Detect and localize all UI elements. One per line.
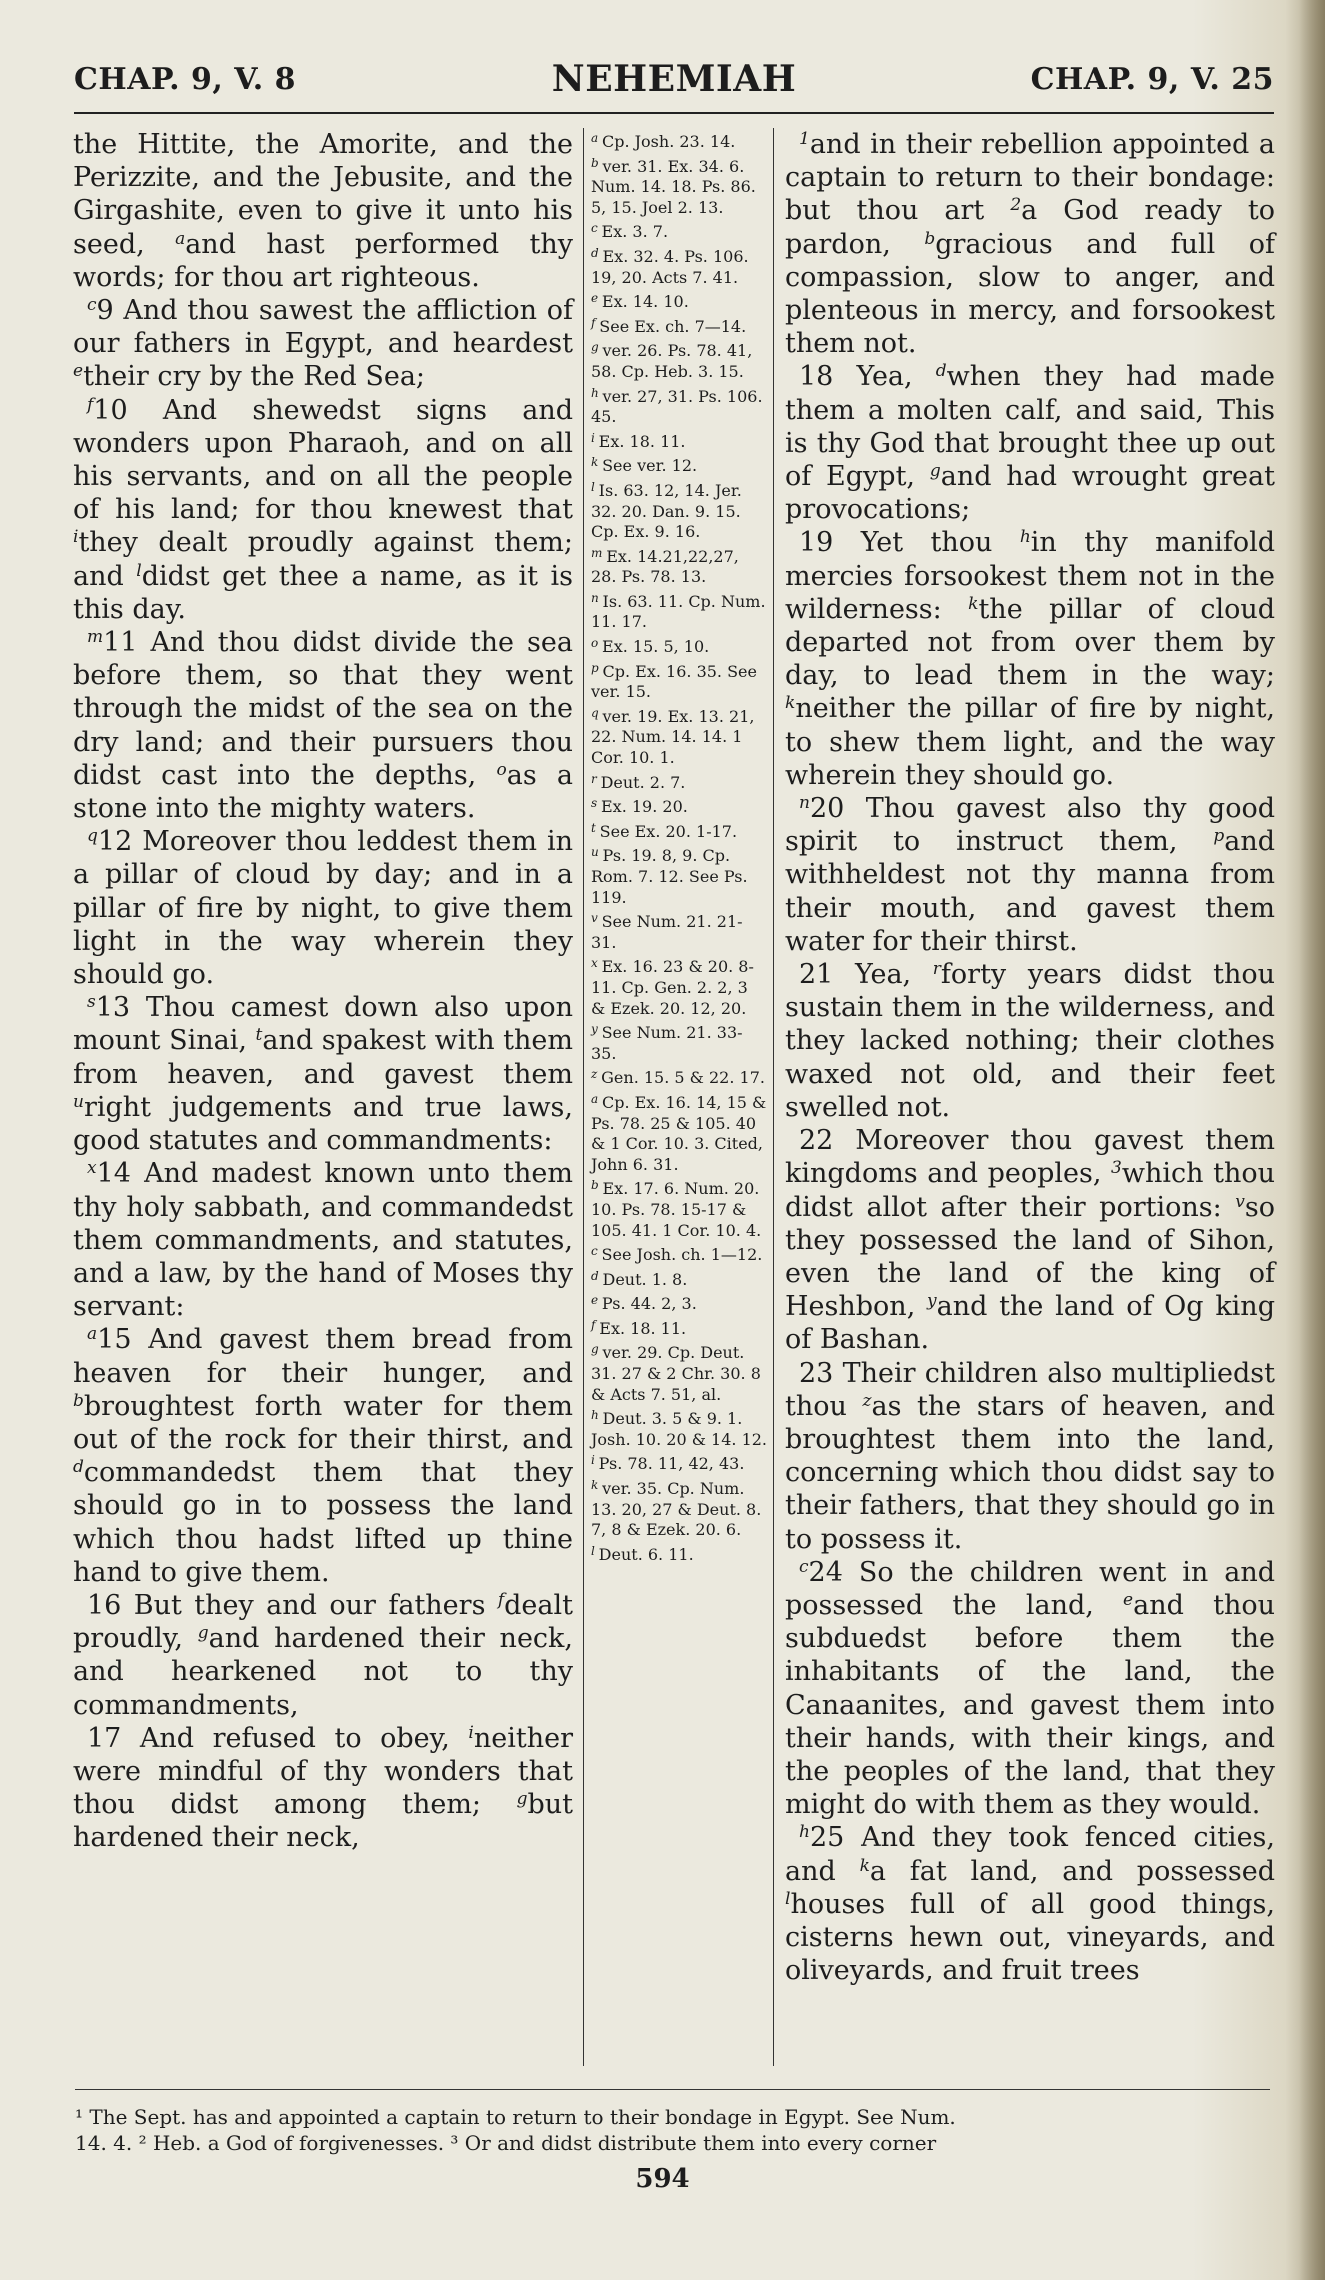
column-divider-left [583, 128, 584, 2066]
reference-letter: h [591, 1408, 603, 1423]
footnote-line-2: 14. 4. ² Heb. a God of forgivenesses. ³ Or and didst distribute them into every corner [75, 2131, 937, 2155]
reference-text: ver. 27, 31. Ps. 106. 45. [591, 386, 763, 427]
reference-marker: l [785, 1888, 791, 1909]
verse-paragraph [73, 825, 573, 991]
reference-letter: l [591, 479, 599, 494]
verse-paragraph [73, 626, 573, 825]
cross-reference [591, 1541, 767, 1566]
reference-marker: g [197, 1623, 209, 1644]
verse-text: they dealt proudly against them; and [73, 527, 573, 592]
cross-reference [591, 1475, 767, 1541]
verse-paragraph [73, 128, 573, 294]
reference-letter: p [591, 660, 603, 675]
verse-text: a God ready to pardon, [785, 195, 1276, 260]
reference-marker: k [785, 693, 796, 714]
reference-marker: i [468, 1722, 474, 1743]
reference-letter: l [591, 1543, 599, 1558]
reference-marker: d [73, 1457, 84, 1478]
reference-letter: y [591, 1022, 602, 1037]
verse-text: 19 Yet thou [799, 527, 1020, 559]
reference-text: Ex. 18. 11. [598, 431, 686, 451]
reference-marker: 3 [1111, 1158, 1122, 1179]
reference-letter: r [591, 771, 601, 786]
header-rule [74, 112, 1274, 114]
cross-reference [591, 452, 767, 477]
verse-text: 15 And gavest them bread from heaven for their hunger, and [73, 1324, 573, 1389]
verse-text: as the stars of heaven, and broughtest them into the land, concerning which thou didst say to their fathers, that they should go in to possess it. [785, 1390, 1276, 1555]
left-text-column [73, 128, 573, 1855]
reference-text: Ps. 78. 11, 42, 43. [598, 1454, 745, 1474]
cross-reference [591, 313, 767, 338]
verse-text: the Hittite, the Amorite, and the Perizzite, and the Jebusite, and the Girgashite, even to give it unto his seed, [73, 129, 573, 260]
reference-letter: x [591, 956, 602, 971]
reference-letter: a [591, 1091, 602, 1106]
verse-text: didst get thee a name, as it is this day. [73, 560, 573, 625]
reference-marker: c [87, 295, 97, 316]
reference-text: ver. 35. Cp. Num. 13. 20, 27 & Deut. 8. 7, 8 & Ezek. 20. 6. [591, 1479, 762, 1540]
reference-marker: 1 [799, 129, 810, 149]
cross-reference [591, 337, 767, 382]
reference-letter: h [591, 385, 603, 400]
reference-text: Ex. 14. 10. [601, 292, 689, 312]
reference-marker: s [87, 992, 96, 1013]
cross-reference [591, 793, 767, 818]
verse-text: which thou didst allot after their portions: [785, 1158, 1275, 1223]
reference-text: Ex. 14.21,22,27, 28. Ps. 78. 13. [591, 546, 739, 587]
reference-marker: z [862, 1390, 872, 1411]
verse-paragraph [785, 526, 1275, 792]
book-title: NEHEMIAH [551, 58, 797, 100]
reference-marker: c [799, 1556, 809, 1577]
reference-text: Deut. 6. 11. [598, 1544, 694, 1564]
reference-letter: m [591, 545, 607, 560]
verse-paragraph [73, 1589, 573, 1722]
chapter-verse-left: CHAP. 9, V. 8 [74, 62, 297, 97]
reference-letter: g [591, 1342, 603, 1357]
reference-marker: k [859, 1855, 870, 1876]
verse-text: when they had made them a molten calf, and said, This is thy God that brought thee up out of Egypt, [785, 361, 1275, 493]
reference-text: Ps. 44. 2, 3. [601, 1294, 697, 1314]
reference-letter: e [591, 1293, 602, 1308]
verse-text: and had wrought great provocations; [785, 461, 1275, 526]
reference-marker: g [929, 461, 941, 482]
reference-marker: o [496, 759, 507, 780]
reference-text: Ps. 19. 8, 9. Cp. Rom. 7. 12. See Ps. 119. [591, 846, 748, 907]
reference-text: ver. 26. Ps. 78. 41, 58. Cp. Heb. 3. 15. [591, 341, 753, 381]
cross-reference [591, 908, 767, 953]
reference-letter: e [591, 291, 602, 306]
reference-letter: d [591, 1268, 603, 1283]
column-divider-right [773, 128, 774, 2066]
cross-reference [591, 218, 767, 243]
cross-reference [591, 477, 767, 543]
reference-text: ver. 31. Ex. 34. 6. Num. 14. 18. Ps. 86. 5, 15. Joel 2. 13. [591, 156, 756, 217]
reference-letter: f [591, 1317, 600, 1332]
reference-letter: c [591, 221, 602, 236]
cross-reference [591, 588, 767, 633]
cross-reference [591, 953, 767, 1019]
reference-marker: f [497, 1589, 505, 1610]
verse-text: neither were mindful of thy wonders that thou didst among them; [73, 1722, 573, 1821]
verse-paragraph [785, 128, 1275, 360]
reference-text: See ver. 12. [602, 456, 698, 476]
verse-text: 18 Yea, [799, 361, 936, 393]
book-spine-shadow [1299, 0, 1325, 2280]
reference-text: ver. 19. Ex. 13. 21, 22. Num. 14. 14. 1 Cor. 10. 1. [591, 706, 755, 768]
reference-letter: g [591, 340, 603, 355]
verse-text: 21 Yea, [799, 959, 933, 991]
verse-text: 13 Thou camest down also upon mount Sinai, [73, 992, 573, 1057]
running-header [74, 58, 1274, 120]
reference-text: Cp. Ex. 16. 35. See ver. 15. [591, 661, 757, 702]
reference-marker: m [87, 627, 104, 648]
verse-paragraph [73, 394, 573, 626]
reference-marker: h [799, 1822, 810, 1843]
reference-letter: c [591, 1244, 602, 1259]
cross-reference-column [591, 128, 767, 1565]
right-text-column [785, 128, 1275, 1987]
cross-reference [591, 243, 767, 288]
reference-marker: e [1123, 1589, 1134, 1610]
reference-marker: a [175, 228, 186, 249]
reference-text: Ex. 3. 7. [601, 222, 669, 242]
reference-marker: f [87, 394, 94, 415]
verse-text: and withheldest not thy manna from their mouth, and gavest them water for their thirst. [785, 826, 1275, 957]
reference-text: Ex. 16. 23 & 20. 8-11. Cp. Gen. 2. 2, 3 & Ezek. 20. 12, 20. [591, 957, 754, 1018]
verse-paragraph [785, 958, 1275, 1124]
verse-text: dealt proudly, [73, 1589, 573, 1655]
reference-marker: u [73, 1091, 84, 1112]
cross-reference [591, 1405, 767, 1450]
reference-text: Ex. 15. 5, 10. [602, 637, 710, 657]
verse-paragraph [785, 792, 1275, 958]
verse-text: right judgements and true laws, good statutes and commandments: [73, 1091, 573, 1157]
cross-reference [591, 1089, 767, 1175]
reference-letter: f [591, 315, 600, 330]
reference-text: Is. 63. 11. Cp. Num. 11. 17. [591, 591, 766, 632]
reference-marker: e [73, 361, 84, 382]
verse-paragraph [785, 1357, 1275, 1556]
cross-reference [591, 1339, 767, 1405]
verse-text: and spakest with them from heaven, and gavest them [73, 1025, 573, 1090]
footnote-line-1: ¹ The Sept. has and appointed a captain to return to their bondage in Egypt. See Num. [75, 2105, 956, 2129]
reference-marker: a [87, 1324, 98, 1345]
reference-text: Gen. 15. 5 & 22. 17. [601, 1068, 765, 1088]
cross-reference [591, 1019, 767, 1064]
reference-text: See Josh. ch. 1—12. [601, 1245, 763, 1265]
reference-text: Deut. 2. 7. [600, 772, 686, 792]
cross-reference [591, 1315, 767, 1340]
footnotes [75, 2104, 1275, 2156]
footnote-rule [75, 2089, 1270, 2090]
verse-text: the pillar of cloud departed not from over them by day, to lead them in the way; [785, 593, 1276, 692]
verse-text: and hast performed thy words; for thou art righteous. [73, 228, 573, 293]
verse-paragraph [73, 1323, 573, 1589]
cross-reference [591, 1450, 767, 1475]
verse-text: in thy manifold mercies forsookest them not in the wilderness: [785, 527, 1276, 625]
reference-text: Ex. 19. 20. [600, 797, 688, 817]
verse-text: commandedst them that they should go in to possess the land which thou hadst lifted up thine hand to give them. [73, 1457, 573, 1588]
verse-text: 11 And thou didst divide the sea before them, so that they went through the midst of the sea on the dry land; and their pursuers thou didst cast into the depths, [73, 627, 573, 791]
reference-letter: d [591, 245, 603, 260]
cross-reference [591, 1241, 767, 1266]
cross-reference [591, 769, 767, 794]
verse-text: fenced cities, and [785, 1822, 1275, 1887]
reference-marker: n [799, 793, 810, 814]
reference-marker: h [1019, 527, 1031, 548]
verse-text: 16 But they and our fathers [87, 1589, 498, 1621]
cross-reference [591, 543, 767, 588]
reference-letter: k [591, 1478, 603, 1493]
chapter-verse-right: CHAP. 9, V. 25 [1030, 62, 1274, 97]
reference-letter: k [591, 455, 603, 470]
verse-text: 25 And they took [809, 1822, 1085, 1854]
reference-letter: b [591, 1178, 603, 1193]
reference-text: Ex. 17. 6. Num. 20. 10. Ps. 78. 15-17 & 105. 41. 1 Cor. 10. 4. [591, 1179, 762, 1240]
reference-text: Is. 63. 12, 14. Jer. 32. 20. Dan. 9. 15. Cp. Ex. 9. 16. [591, 480, 742, 542]
verse-text: their cry by the Red Sea; [83, 361, 426, 393]
reference-marker: b [924, 228, 936, 249]
cross-reference [591, 1175, 767, 1241]
reference-letter: b [591, 155, 603, 170]
reference-letter: o [591, 636, 603, 651]
verse-text: 24 So the children went in and possessed the land, [785, 1556, 1275, 1621]
verse-text: so they possessed the land of Sihon, even the land of the king of Heshbon, [785, 1191, 1275, 1323]
reference-text: Ex. 32. 4. Ps. 106. 19, 20. Acts 7. 41. [591, 246, 749, 287]
reference-marker: q [87, 826, 98, 847]
reference-text: See Num. 21. 21-31. [591, 912, 743, 952]
verse-paragraph [785, 1556, 1275, 1822]
verse-text: houses full of all good things, cisterns hewn out, vineyards, and oliveyards, and fruit trees [785, 1888, 1275, 1987]
reference-letter: a [591, 131, 602, 145]
verse-text: and the land of Og king of Bashan. [785, 1291, 1275, 1356]
verse-text: and thou subduedst before them the inhabitants of the land, the Canaanites, and gavest them into their hands, with their kings, and the peoples of the land, that they might do with them as they would. [785, 1589, 1275, 1821]
verse-text: forty years didst thou sustain them in the wilderness, and they lacked nothing; their clothes waxed not old, and their feet swelled not. [785, 959, 1275, 1123]
reference-text: Deut. 1. 8. [602, 1269, 688, 1289]
reference-letter: s [591, 796, 601, 811]
verse-text: 9 And thou sawest the affliction of our fathers in Egypt, and heardest [73, 295, 573, 360]
reference-marker: v [1235, 1191, 1245, 1212]
reference-marker: k [968, 593, 979, 614]
verse-paragraph [785, 1124, 1275, 1356]
reference-letter: v [591, 911, 602, 926]
verse-text: gracious and full of compassion, slow to anger, and plenteous in mercy, and forsookest them not. [785, 228, 1275, 360]
reference-marker: x [87, 1158, 97, 1179]
cross-reference [591, 153, 767, 219]
reference-marker: d [935, 361, 947, 382]
verse-text: neither the pillar of fire by night, to shew them light, and the way wherein they should go. [785, 693, 1275, 791]
verse-text: as a stone into the mighty waters. [73, 759, 573, 825]
cross-reference [591, 633, 767, 658]
reference-letter: i [591, 430, 599, 445]
reference-marker: 2 [1010, 195, 1022, 216]
verse-paragraph [73, 1722, 573, 1855]
verse-paragraph [73, 294, 573, 394]
verse-text: 12 Moreover thou leddest them in a pillar of cloud by day; and in a pillar of fire by night, to give them light in the way wherein they should go. [73, 826, 573, 991]
reference-text: See Ex. ch. 7—14. [599, 316, 747, 336]
cross-reference [591, 1064, 767, 1089]
verse-text: 20 Thou gavest also thy good spirit to instruct them, [785, 793, 1275, 858]
verse-text: 23 Their children also multipliedst thou [785, 1357, 1275, 1422]
reference-text: ver. 29. Cp. Deut. 31. 27 & 2 Chr. 30. 8 & Acts 7. 51, al. [591, 1343, 761, 1404]
reference-marker: y [927, 1291, 937, 1312]
reference-marker: p [1213, 826, 1225, 847]
reference-text: See Num. 21. 33-35. [591, 1023, 743, 1063]
verse-text: 10 And shewedst signs and wonders upon Pharaoh, and on all his servants, and on all the people of his land; for thou knewest that [73, 394, 573, 526]
verse-paragraph [785, 360, 1275, 526]
reference-text: Cp. Ex. 16. 14, 15 & Ps. 78. 25 & 105. 40 & 1 Cor. 10. 3. Cited, John 6. 31. [591, 1092, 767, 1174]
reference-letter: n [591, 590, 603, 605]
reference-text: Deut. 3. 5 & 9. 1. Josh. 10. 20 & 14. 12. [591, 1409, 768, 1449]
verse-text: broughtest forth water for them out of the rock for their thirst, and [73, 1390, 573, 1455]
reference-text: Cp. Josh. 23. 14. [601, 132, 736, 151]
cross-reference [591, 428, 767, 453]
reference-letter: z [591, 1067, 602, 1082]
reference-letter: q [591, 705, 603, 720]
verse-text: but hardened their neck, [73, 1789, 573, 1854]
cross-reference [591, 383, 767, 428]
reference-letter: u [591, 845, 603, 860]
page-number: 594 [635, 2164, 690, 2194]
reference-text: See Ex. 20. 1-17. [599, 821, 738, 841]
verse-text: and hardened their neck, and hearkened not to thy commandments, [73, 1623, 573, 1721]
reference-marker: i [73, 527, 79, 548]
cross-reference [591, 1290, 767, 1315]
reference-letter: t [591, 820, 600, 835]
verse-text: and in their rebellion appointed a captain to return to their bondage: but thou art [785, 129, 1275, 227]
verse-text: 14 And madest known unto them thy holy sabbath, and commandedst them commandments, and statutes, and a law, by the hand of Moses thy servant: [73, 1158, 573, 1323]
reference-letter: i [591, 1453, 599, 1468]
verse-text: a fat land, and possessed [869, 1855, 1275, 1887]
cross-reference [591, 128, 767, 153]
verse-text: 17 And refused to obey, [87, 1722, 469, 1754]
verse-text: 22 Moreover thou gavest them kingdoms and peoples, [785, 1125, 1275, 1190]
reference-text: Ex. 18. 11. [599, 1318, 687, 1338]
reference-marker: r [932, 959, 941, 980]
cross-reference [591, 818, 767, 843]
cross-reference [591, 703, 767, 769]
reference-marker: t [255, 1025, 263, 1046]
cross-reference [591, 658, 767, 703]
verse-paragraph [785, 1821, 1275, 1987]
cross-reference [591, 288, 767, 313]
verse-paragraph [73, 991, 573, 1157]
reference-marker: b [73, 1390, 84, 1411]
reference-marker: l [136, 560, 142, 581]
cross-reference [591, 842, 767, 908]
reference-marker: g [516, 1789, 528, 1810]
cross-reference [591, 1266, 767, 1291]
verse-paragraph [73, 1157, 573, 1323]
